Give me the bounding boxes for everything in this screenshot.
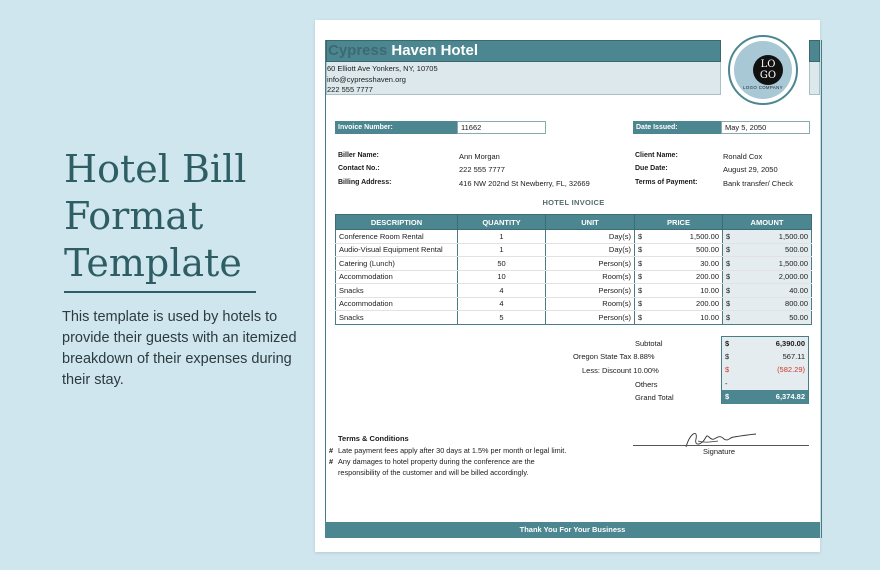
amount-value: 1,500.00 xyxy=(778,231,808,241)
cell-amount xyxy=(723,284,812,298)
currency-symbol: $ xyxy=(638,285,643,295)
term-item xyxy=(329,446,598,457)
currency-symbol: $ xyxy=(726,285,731,295)
others-value xyxy=(721,377,809,391)
cell-price xyxy=(635,270,723,284)
hotel-name xyxy=(328,42,478,59)
table-row[interactable] xyxy=(336,257,812,271)
discount-value xyxy=(721,363,809,377)
amount-value: 2,000.00 xyxy=(778,272,808,282)
currency-symbol: $ xyxy=(638,258,643,268)
discount-amount: (582.29) xyxy=(777,365,805,374)
subtotal-amount: 6,390.00 xyxy=(775,339,805,348)
cell-amount xyxy=(723,297,812,311)
cell-quantity: 4 xyxy=(458,297,546,311)
amount-value: 500.00 xyxy=(785,245,808,255)
tax-amount: 567.11 xyxy=(782,352,805,361)
subtotal-label: Subtotal xyxy=(635,339,663,348)
discount-rate: 10.00% xyxy=(633,366,659,375)
currency-symbol: $ xyxy=(726,272,731,282)
table-row[interactable] xyxy=(336,243,812,257)
cell-description: Snacks xyxy=(336,311,458,325)
client-name: Ronald Cox xyxy=(723,152,763,161)
amount-value: 40.00 xyxy=(789,285,808,295)
cell-description: Conference Room Rental xyxy=(336,230,458,244)
terms-of-payment: Bank transfer/ Check xyxy=(723,179,794,188)
cell-quantity: 10 xyxy=(458,270,546,284)
tax-label-text: Oregon State Tax xyxy=(573,352,632,361)
invoice-document xyxy=(315,20,820,552)
table-row[interactable] xyxy=(336,284,812,298)
grand-total-value xyxy=(721,390,809,404)
currency-symbol: $ xyxy=(725,365,730,374)
others-label: Others xyxy=(635,380,658,389)
cell-description: Accommodation xyxy=(336,297,458,311)
cell-quantity: 1 xyxy=(458,243,546,257)
header-description: DESCRIPTION xyxy=(336,215,458,230)
signature-line xyxy=(633,445,809,446)
line-items-table xyxy=(335,214,812,325)
price-value: 10.00 xyxy=(700,312,719,322)
due-date-label: Due Date: xyxy=(635,165,668,172)
cell-amount xyxy=(723,257,812,271)
hotel-email: info@cypresshaven.org xyxy=(327,74,406,84)
cell-amount xyxy=(723,230,812,244)
client-name-label: Client Name: xyxy=(635,152,678,159)
subtotal-value xyxy=(721,336,809,350)
header-band-right xyxy=(809,40,820,62)
amount-value: 800.00 xyxy=(785,299,808,309)
invoice-number-field[interactable]: 11662 xyxy=(457,121,546,134)
cell-price xyxy=(635,230,723,244)
logo-text-top: LO xyxy=(760,59,776,70)
cell-description: Snacks xyxy=(336,284,458,298)
discount-label-text: Less: Discount xyxy=(582,366,632,375)
cell-unit: Person(s) xyxy=(546,311,635,325)
cell-price xyxy=(635,297,723,311)
currency-symbol: $ xyxy=(725,339,730,348)
table-row[interactable] xyxy=(336,311,812,325)
table-row[interactable] xyxy=(336,230,812,244)
amount-value: 1,500.00 xyxy=(778,258,808,268)
terms-of-payment-label: Terms of Payment: xyxy=(635,179,698,186)
currency-symbol: $ xyxy=(726,258,731,268)
cell-amount xyxy=(723,270,812,284)
cell-price xyxy=(635,257,723,271)
promo-description: This template is used by hotels to provide their guests with an itemized breakdown of their expenses during their stay. xyxy=(62,309,297,388)
promo-title xyxy=(64,146,294,287)
others-amount: - xyxy=(725,379,728,388)
price-value: 200.00 xyxy=(696,272,719,282)
currency-symbol: $ xyxy=(726,299,731,309)
hotel-name-part-2: Haven Hotel xyxy=(391,42,479,59)
promo-title-line-1: Hotel Bill xyxy=(64,147,247,191)
signature-label: Signature xyxy=(703,447,736,456)
hotel-contact-info xyxy=(327,64,438,96)
currency-symbol: $ xyxy=(638,231,643,241)
logo-mark xyxy=(753,55,783,85)
header-unit: UNIT xyxy=(546,215,635,230)
hotel-address: 60 Elliott Ave Yonkers, NY, 10705 xyxy=(327,64,438,73)
price-value: 1,500.00 xyxy=(689,231,719,241)
price-value: 200.00 xyxy=(696,299,719,309)
currency-symbol: $ xyxy=(726,231,731,241)
cell-unit: Day(s) xyxy=(546,230,635,244)
table-row[interactable] xyxy=(336,297,812,311)
contact-no: 222 555 7777 xyxy=(459,165,505,174)
table-row[interactable] xyxy=(336,270,812,284)
cell-amount xyxy=(723,243,812,257)
price-value: 500.00 xyxy=(696,245,719,255)
price-value: 30.00 xyxy=(700,258,719,268)
term-bullet: # xyxy=(329,457,334,466)
cell-amount xyxy=(723,311,812,325)
currency-symbol: $ xyxy=(638,245,643,255)
cell-price xyxy=(635,243,723,257)
amount-value: 50.00 xyxy=(789,312,808,322)
date-issued-label: Date Issued: xyxy=(633,121,721,134)
logo-ring xyxy=(734,41,792,99)
invoice-number-label: Invoice Number: xyxy=(335,121,457,134)
cell-quantity: 50 xyxy=(458,257,546,271)
price-value: 10.00 xyxy=(700,285,719,295)
cell-quantity: 5 xyxy=(458,311,546,325)
currency-symbol: $ xyxy=(725,392,730,401)
currency-symbol: $ xyxy=(726,312,731,322)
tax-rate: 8.88% xyxy=(633,352,655,361)
logo-subtitle: LOGO COMPANY xyxy=(743,85,783,90)
promo-title-line-2: Format xyxy=(64,194,204,238)
cell-price xyxy=(635,284,723,298)
cell-price xyxy=(635,311,723,325)
header-amount: AMOUNT xyxy=(723,215,812,230)
billing-address: 416 NW 202nd St Newberry, FL, 32669 xyxy=(459,179,590,188)
terms-title: Terms & Conditions xyxy=(338,434,409,443)
term-item xyxy=(329,457,543,478)
cell-unit: Room(s) xyxy=(546,297,635,311)
cell-unit: Person(s) xyxy=(546,284,635,298)
cell-unit: Day(s) xyxy=(546,243,635,257)
date-issued-field[interactable]: May 5, 2050 xyxy=(721,121,810,134)
grand-total-amount: 6,374.82 xyxy=(775,392,805,401)
currency-symbol: $ xyxy=(726,245,731,255)
cell-description: Audio-Visual Equipment Rental xyxy=(336,243,458,257)
biller-name: Ann Morgan xyxy=(459,152,500,161)
billing-address-label: Billing Address: xyxy=(338,179,392,186)
term-text: Any damages to hotel property during the conference are the responsibility of the customer and will be billed accordingly. xyxy=(338,457,535,477)
hotel-phone: 222 555 7777 xyxy=(327,85,373,94)
currency-symbol: $ xyxy=(638,299,643,309)
discount-label xyxy=(582,366,659,375)
tax-label xyxy=(573,352,655,361)
tax-value xyxy=(721,350,809,364)
currency-symbol: $ xyxy=(638,312,643,322)
promo-title-underline xyxy=(64,291,256,293)
logo-text-bottom: GO xyxy=(759,70,777,81)
currency-symbol: $ xyxy=(638,272,643,282)
hotel-name-part-1: Cypress xyxy=(328,42,388,59)
header-quantity: QUANTITY xyxy=(458,215,546,230)
header-contact-band-right xyxy=(809,62,820,95)
footer-band: Thank You For Your Business xyxy=(325,522,820,538)
cell-unit: Room(s) xyxy=(546,270,635,284)
company-logo xyxy=(728,35,798,105)
cell-quantity: 1 xyxy=(458,230,546,244)
promo-title-line-3: Template xyxy=(64,241,242,285)
section-title: HOTEL INVOICE xyxy=(542,198,605,207)
due-date: August 29, 2050 xyxy=(723,165,778,174)
term-bullet: # xyxy=(329,446,334,455)
grand-total-label: Grand Total xyxy=(635,393,674,402)
contact-no-label: Contact No.: xyxy=(338,165,380,172)
header-price: PRICE xyxy=(635,215,723,230)
cell-description: Accommodation xyxy=(336,270,458,284)
currency-symbol: $ xyxy=(725,352,730,361)
cell-unit: Person(s) xyxy=(546,257,635,271)
biller-name-label: Biller Name: xyxy=(338,152,379,159)
cell-description: Catering (Lunch) xyxy=(336,257,458,271)
term-text: Late payment fees apply after 30 days at 1.5% per month or legal limit. xyxy=(338,446,567,455)
table-header-row xyxy=(336,215,812,230)
cell-quantity: 4 xyxy=(458,284,546,298)
